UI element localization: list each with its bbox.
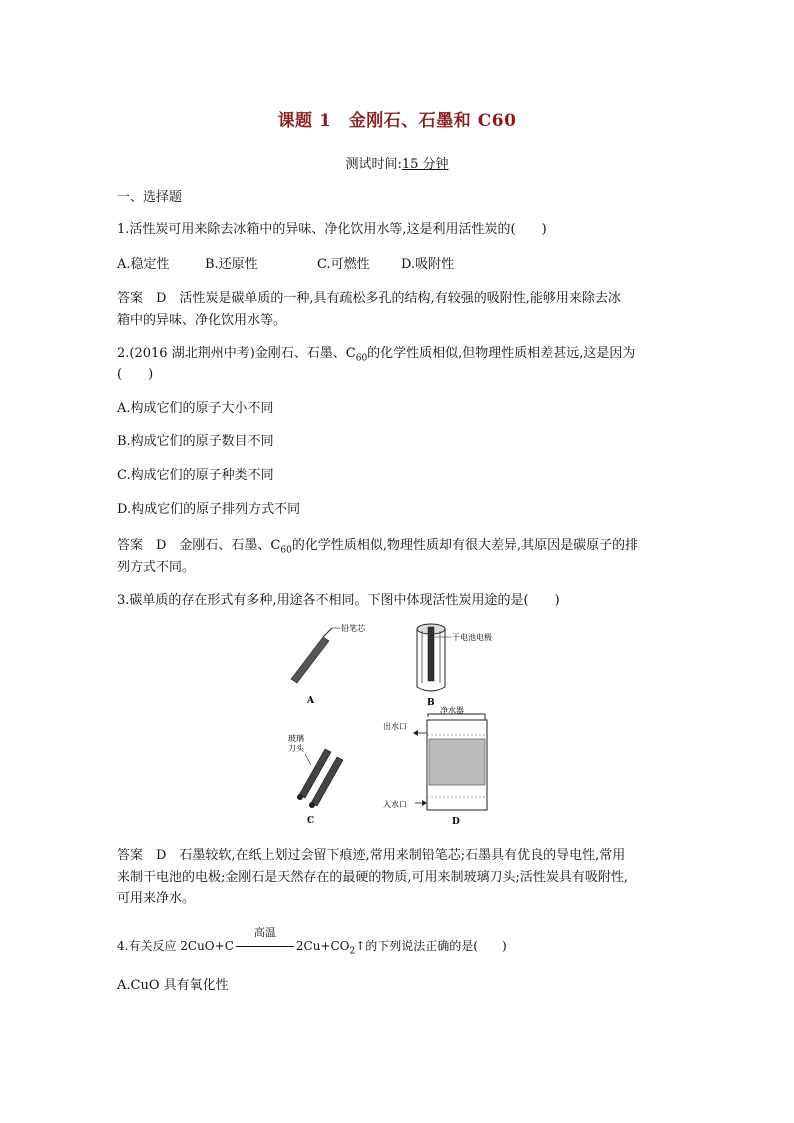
q1-option-d: D.吸附性 — [401, 257, 455, 272]
q2-stem-text-cont: 的化学性质相似,但物理性质相差甚远,这是因为 — [367, 346, 636, 361]
question-3-answer-line-1: 答案 D 石墨较软,在纸上划过会留下痕迹,常用来制铅笔芯;石墨具有优良的导电性,常用 — [117, 848, 626, 863]
figure-label-c: C — [307, 816, 315, 826]
carbon-uses-figure — [285, 617, 505, 832]
battery-illustration — [417, 624, 492, 708]
q1-option-a: A.稳定性 — [117, 257, 170, 272]
question-2-stem-line-2: ( ) — [117, 367, 154, 382]
pencil-illustration — [291, 623, 366, 706]
battery-label: 干电池电极 — [452, 633, 492, 642]
question-1-answer-line-2: 箱中的异味、净化饮用水等。 — [117, 313, 287, 328]
reaction-condition-label: 高温 — [253, 926, 276, 939]
test-time — [0, 153, 794, 172]
figure-label-d: D — [452, 817, 460, 827]
q4-stem-text-cont: ↑的下列说法正确的是( ) — [355, 939, 507, 953]
reaction-condition — [234, 926, 296, 957]
question-1-options — [117, 254, 677, 276]
section-heading: 一、选择题 — [117, 190, 183, 205]
question-1-answer-line-1: 答案 D 活性炭是碳单质的一种,具有疏松多孔的结构,有较强的吸附性,能够用来除去冰 — [117, 291, 621, 306]
question-2-answer-line-2: 列方式不同。 — [117, 560, 196, 575]
pencil-label: 铅笔芯 — [341, 624, 365, 633]
q4-stem-text: 4.有关反应 2CuO+C — [117, 939, 234, 953]
q2-answer-text: 答案 D 金刚石、石墨、C — [117, 538, 281, 553]
question-3-stem: 3.碳单质的存在形式有多种,用途各不相同。下图中体现活性炭用途的是( ) — [117, 593, 560, 608]
q4-subscript: 2 — [349, 946, 356, 957]
q2-stem-text: 2.(2016 湖北荆州中考)金刚石、石墨、C — [117, 346, 356, 361]
glass-cutter-label-2: 刀头 — [288, 744, 304, 753]
reaction-arrow-bar — [236, 946, 294, 947]
glass-cutter-label-1: 玻璃 — [288, 734, 304, 743]
q4-products: 2Cu+CO — [295, 939, 350, 953]
glass-cutter-illustration — [288, 733, 343, 826]
question-4-stem — [117, 926, 677, 962]
figure-label-a: A — [307, 696, 314, 706]
purifier-label: 净水器 — [440, 706, 464, 715]
test-time-value: 15 分钟 — [401, 157, 449, 172]
figure-label-b: B — [427, 698, 435, 708]
question-1-stem: 1.活性炭可用来除去冰箱中的异味、净化饮用水等,这是利用活性炭的( ) — [117, 222, 547, 237]
q2-answer-text-cont: 的化学性质相似,物理性质却有很大差异,其原因是碳原子的排 — [291, 538, 639, 553]
q2-option-a: A.构成它们的原子大小不同 — [117, 401, 274, 416]
test-time-label: 测试时间: — [345, 157, 402, 172]
q1-option-b: B.还原性 — [205, 257, 258, 272]
page-title: 课题 1 金刚石、石墨和 C60 — [277, 111, 517, 131]
inlet-label: 入水口 — [383, 800, 407, 809]
water-purifier-illustration — [383, 705, 487, 827]
outlet-label: 出水口 — [383, 722, 407, 731]
q2-option-b: B.构成它们的原子数目不同 — [117, 434, 274, 449]
q2-option-d: D.构成它们的原子排列方式不同 — [117, 502, 301, 517]
q1-option-c: C.可燃性 — [317, 257, 370, 272]
q2-stem-subscript: 60 — [355, 353, 368, 364]
question-3-answer-line-3: 可用来净水。 — [117, 891, 196, 906]
question-3-answer-line-2: 来制干电池的电极;金刚石是天然存在的最硬的物质,可用来制玻璃刀头;活性炭具有吸附性, — [117, 870, 629, 885]
q4-option-a: A.CuO 具有氧化性 — [117, 978, 229, 993]
q2-option-c: C.构成它们的原子种类不同 — [117, 468, 274, 483]
q2-answer-subscript: 60 — [280, 545, 292, 556]
